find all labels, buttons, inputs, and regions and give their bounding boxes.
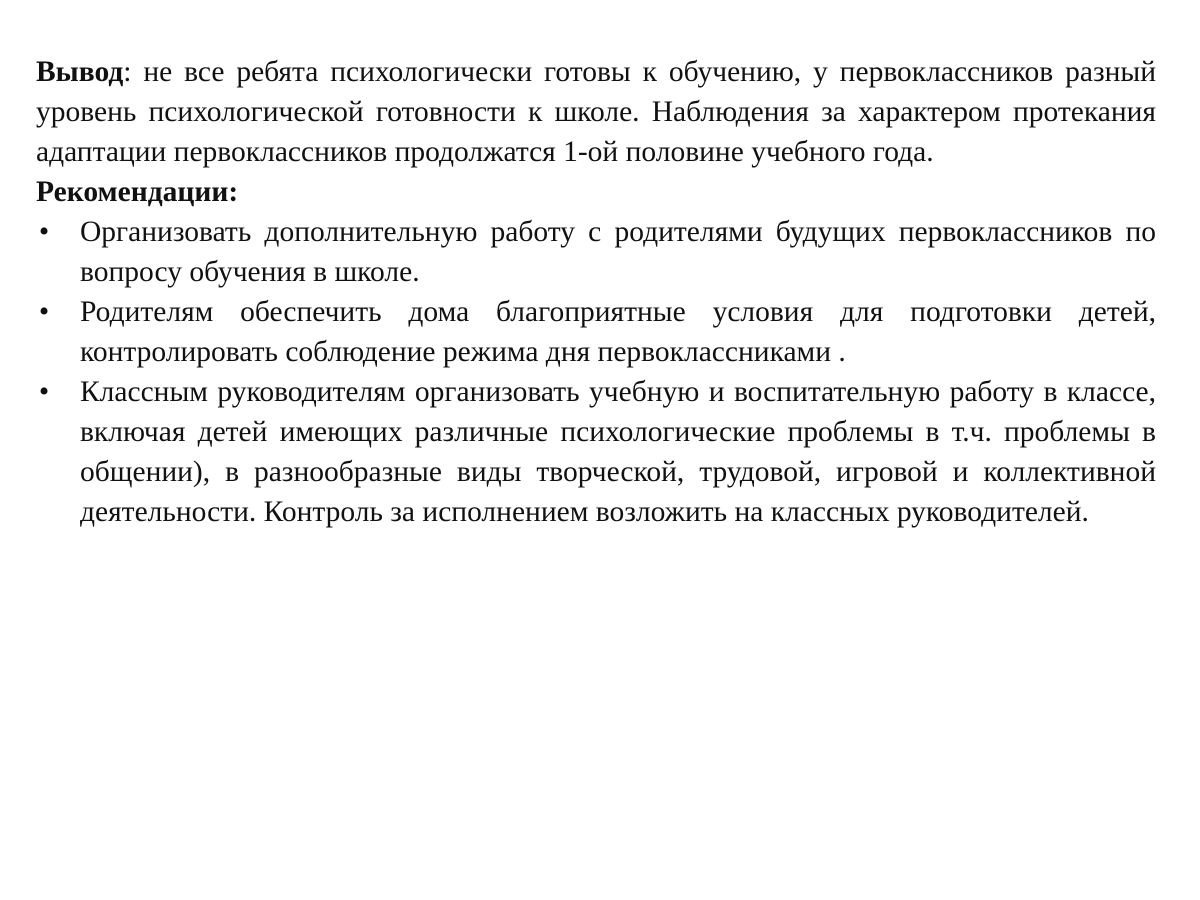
recommendation-item <box>36 372 1156 532</box>
recommendation-text: Организовать дополнительную работу с родителями будущих первоклассников по вопросу обучения в школе. <box>80 216 1156 288</box>
conclusion-text: : не все ребята психологически готовы к обучению, у первоклассников разный уровень психологической готовности к школе. Наблюдения за характером протекания адаптации первоклассников продолжатся 1-ой половине учебного года. <box>36 56 1156 168</box>
recommendation-text: Классным руководителям организовать учебную и воспитательную работу в классе, включая детей имеющих различные психологические проблемы в т.ч. проблемы в общении), в разнообразные виды творческой, трудовой, игровой и коллективной деятельности. Контроль за исполнением возложить на классных руководителей. <box>80 376 1156 528</box>
recommendations-heading: Рекомендации: <box>36 176 239 208</box>
bullet-icon: • <box>38 296 50 328</box>
document-page <box>36 52 1156 532</box>
conclusion-label: Вывод <box>36 56 124 88</box>
recommendations-list <box>36 212 1156 532</box>
bullet-icon: • <box>38 376 50 408</box>
recommendation-item <box>36 292 1156 372</box>
recommendation-item <box>36 212 1156 292</box>
bullet-icon: • <box>38 216 50 248</box>
recommendation-text: Родителям обеспечить дома благоприятные условия для подготовки детей, контролировать соблюдение режима дня первоклассниками . <box>80 296 1156 368</box>
conclusion-paragraph <box>36 52 1156 172</box>
